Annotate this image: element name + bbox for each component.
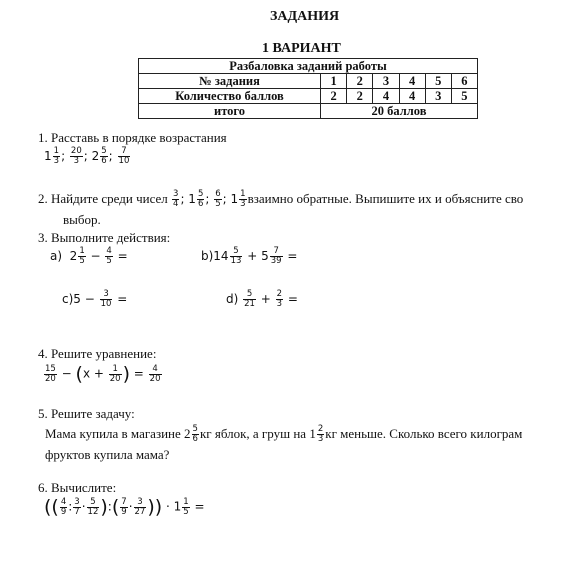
task1-text: 1. Расставь в порядке возрастания <box>38 130 227 145</box>
page-title: ЗАДАНИЯ <box>270 9 340 24</box>
task2-numbers: $\frac{3}{4}$ ; 1 $\frac{5}{6}$ ; $\frac{6}{5}$ ; 1 $\frac{1}{3}$ <box>173 189 246 209</box>
task-number-1: 1 <box>321 74 347 89</box>
points-4: 4 <box>399 89 425 104</box>
score-table <box>138 58 478 119</box>
task3-text: 3. Выполните действия: <box>38 230 171 245</box>
task3-c: c)5 − $\frac{3}{10}$ = <box>62 289 128 309</box>
task5-line1-c: кг меньше. Сколько всего килограм <box>325 426 523 441</box>
task-number-5: 5 <box>425 74 451 89</box>
task5-line1-a: Мама купила в магазине 2 <box>45 426 191 441</box>
task5-line1: Мама купила в магазине 2 $\frac{5}{6}$ кг яблок, а груш на 1 $\frac{2}{3}$ кг меньше. Сколько всего килограм <box>45 424 523 444</box>
task2-line1 <box>38 190 523 209</box>
points-2: 2 <box>347 89 373 104</box>
points-label: Количество баллов <box>139 89 321 104</box>
points-5: 3 <box>425 89 451 104</box>
task6-expression: (( $\frac{4}{9}$ : $\frac{3}{7}$ · $\frac{5}{12}$ ):( $\frac{7}{9}$ · $\frac{3}{27}$ )) · 1 $\frac{1}{5}$ = <box>44 496 205 518</box>
task2-text-before: 2. Найдите среди чисел <box>38 191 168 206</box>
task6-text: 6. Вычислите: <box>38 480 117 495</box>
task-number-4: 4 <box>399 74 425 89</box>
task3-b-label: b)14 <box>201 249 229 263</box>
task3-d: d) $\frac{5}{21}$ + $\frac{2}{3}$ = <box>226 289 298 309</box>
task3-a-label: а) <box>50 249 63 263</box>
table-caption: Разбаловка заданий работы <box>139 59 478 74</box>
task1-expression: 1 $\frac{1}{3}$ ; $\frac{20}{3}$ ; 2 $\frac{5}{6}$ ; $\frac{7}{10}$ <box>44 146 130 166</box>
task2-text-after: взаимно обратные. Выпишите их и объясните сво <box>247 191 524 206</box>
task5-text: 5. Решите задачу: <box>38 406 135 421</box>
task-number-label: № задания <box>139 74 321 89</box>
points-3: 4 <box>373 89 399 104</box>
variant-title: 1 ВАРИАНТ <box>262 41 341 56</box>
task2-line2: выбор. <box>63 212 101 227</box>
task4-equation: $\frac{15}{20}$ − (x + $\frac{1}{20}$ ) = $\frac{4}{20}$ <box>45 363 161 385</box>
points-6: 5 <box>451 89 477 104</box>
total-label: итого <box>139 104 321 119</box>
total-value: 20 баллов <box>321 104 478 119</box>
task3-c-label: c)5 − <box>62 292 95 306</box>
task5-line1-b: кг яблок, а груш на 1 <box>199 426 316 441</box>
points-1: 2 <box>321 89 347 104</box>
task-number-2: 2 <box>347 74 373 89</box>
task-number-3: 3 <box>373 74 399 89</box>
task3-b: b)14 $\frac{5}{13}$ + 5 $\frac{7}{39}$ = <box>201 246 298 266</box>
task-number-6: 6 <box>451 74 477 89</box>
task5-line2: фруктов купила мама? <box>45 447 170 462</box>
task4-text: 4. Решите уравнение: <box>38 346 157 361</box>
task3-d-label: d) <box>226 292 239 306</box>
task3-a: а) 2 $\frac{1}{5}$ − $\frac{4}{5}$ = <box>50 246 128 266</box>
